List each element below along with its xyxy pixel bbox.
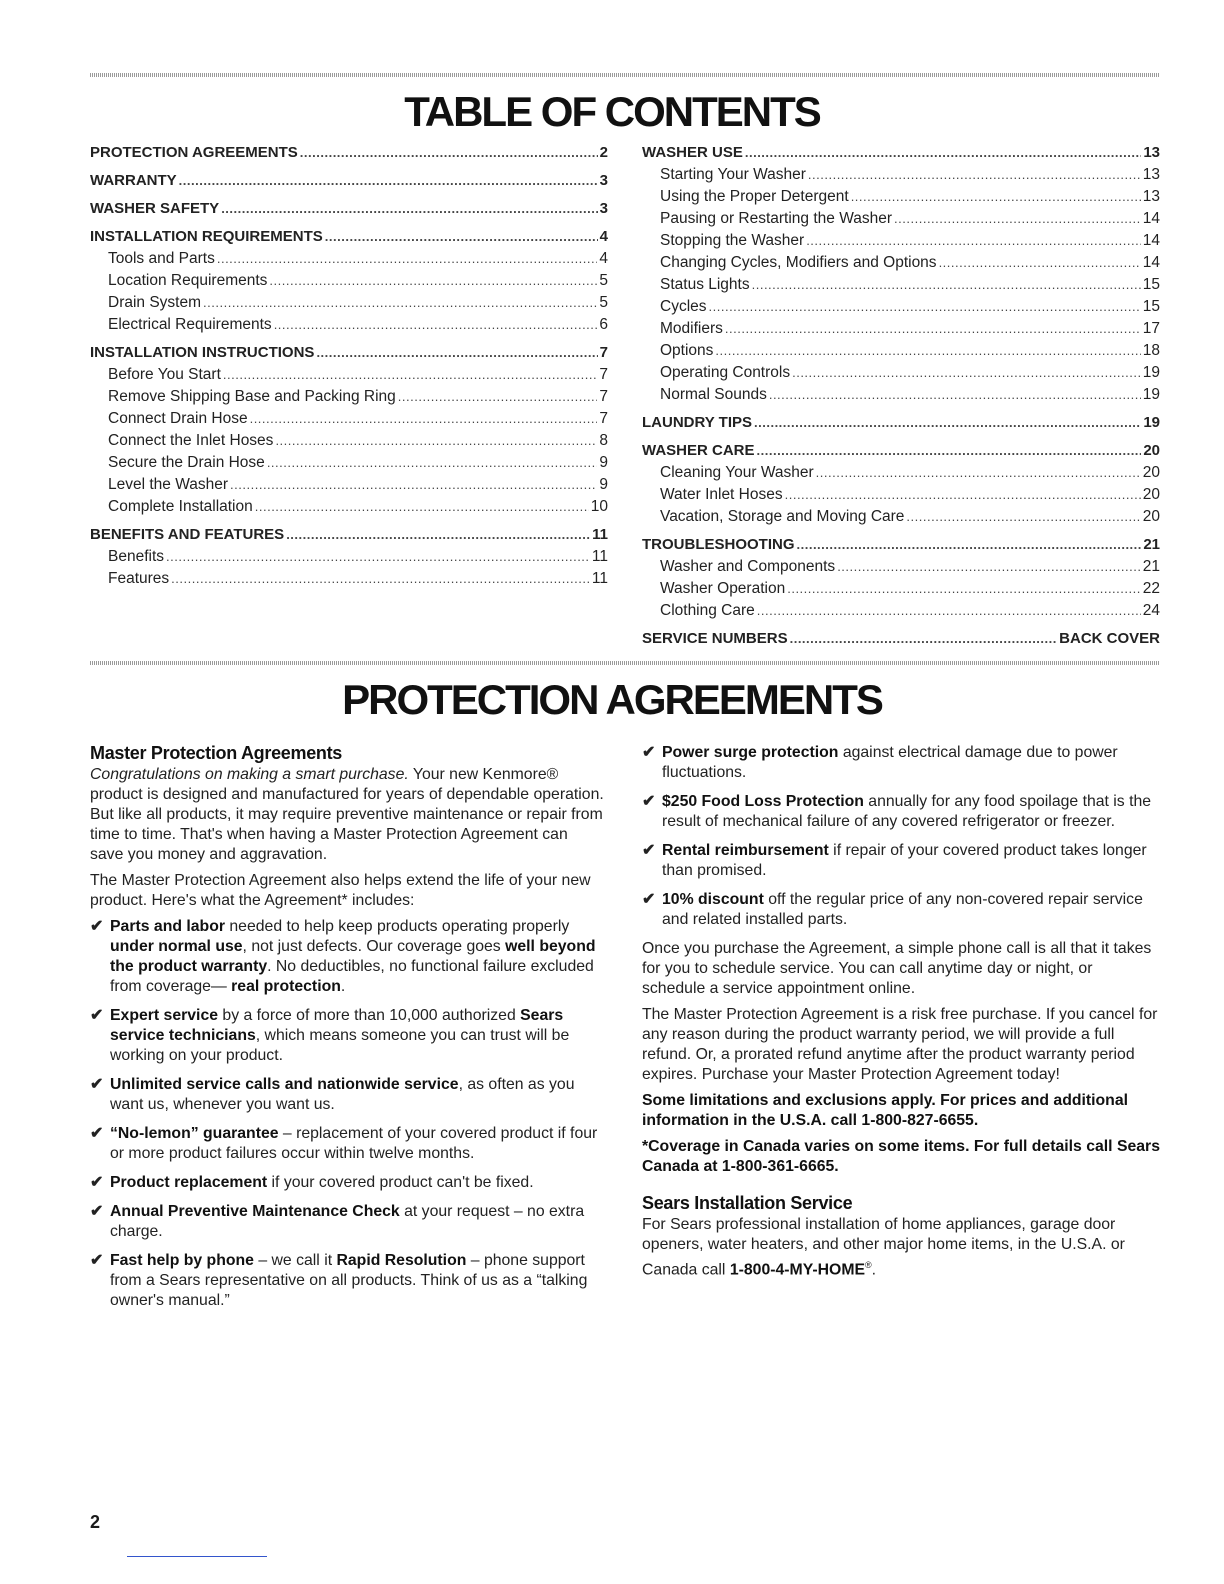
- toc-subsection-row: [90, 292, 608, 314]
- toc-right-column: [642, 142, 1160, 650]
- toc-entry-label: Electrical Requirements: [108, 316, 272, 333]
- toc-page-number: 17: [1142, 320, 1160, 337]
- toc-leader-dots: [906, 506, 1140, 528]
- toc-leader-dots: [398, 386, 598, 408]
- benefit-bold-text: Unlimited service calls and nationwide service: [110, 1076, 459, 1093]
- toc-leader-dots: [725, 318, 1141, 340]
- toc-entry-label: Connect the Inlet Hoses: [108, 432, 274, 449]
- toc-subsection-row: [642, 186, 1160, 208]
- toc-entry-label: Water Inlet Hoses: [660, 486, 783, 503]
- benefit-text: – replacement of your covered product if four or more product failures occur within twelve months.: [110, 1125, 598, 1162]
- benefit-text: at your request – no extra charge.: [110, 1203, 585, 1240]
- benefit-text: , not just defects. Our coverage goes: [242, 938, 506, 955]
- toc-section-row: [90, 198, 608, 220]
- toc-page-number: 4: [599, 228, 608, 245]
- toc-leader-dots: [166, 546, 590, 568]
- toc-entry-label: WASHER CARE: [642, 442, 755, 459]
- checkmark-icon: ✔: [642, 891, 656, 908]
- toc-subsection-row: [90, 568, 608, 590]
- toc-subsection-row: [90, 452, 608, 474]
- toc-entry-label: Washer Operation: [660, 580, 786, 597]
- toc-page-number: 11: [591, 548, 608, 565]
- toc-section-row: [90, 226, 608, 248]
- toc-page-number: 7: [599, 344, 608, 361]
- toc-entry-label: Clothing Care: [660, 602, 755, 619]
- toc-section-row: [642, 534, 1160, 556]
- protection-left-column: [90, 743, 605, 1320]
- toc-entry-label: BENEFITS AND FEATURES: [90, 526, 285, 543]
- benefit-text: against electrical damage due to power fluctuations.: [662, 744, 1118, 781]
- toc-entry-label: INSTALLATION INSTRUCTIONS: [90, 344, 315, 361]
- benefit-text: needed to help keep products operating properly: [225, 918, 570, 935]
- toc-entry-label: WARRANTY: [90, 172, 177, 189]
- toc-leader-dots: [316, 342, 597, 364]
- benefit-text: , as often as you want us, whenever you want us.: [110, 1076, 575, 1113]
- toc-page-number: 2: [599, 144, 608, 161]
- master-heading: Master Protection Agreements: [90, 743, 343, 763]
- install-end: .: [871, 1261, 877, 1279]
- benefit-item: [90, 1251, 605, 1311]
- toc-page-number: 7: [599, 388, 608, 405]
- canada-info: *Coverage in Canada varies on some items. For full details call Sears Canada at 1-800-361-6665.: [642, 1138, 1160, 1175]
- protection-right-column: [642, 743, 1160, 1286]
- toc-leader-dots: [797, 534, 1142, 556]
- toc-page-number: 5: [599, 294, 608, 311]
- toc-page-number: 14: [1142, 254, 1160, 271]
- toc-subsection-row: [90, 546, 608, 568]
- benefits-list-left: [90, 917, 605, 1311]
- toc-entry-label: Normal Sounds: [660, 386, 767, 403]
- middle-divider: [90, 661, 1160, 665]
- toc-page-number: 21: [1143, 536, 1160, 553]
- benefit-text: off the regular price of any non-covered repair service and related installed parts.: [662, 891, 1143, 928]
- benefit-bold-text: Rapid Resolution: [336, 1252, 467, 1269]
- toc-entry-label: Changing Cycles, Modifiers and Options: [660, 254, 937, 271]
- toc-subsection-row: [642, 462, 1160, 484]
- toc-page-number: 15: [1142, 276, 1160, 293]
- benefit-item: [90, 917, 605, 997]
- benefit-bold-text: Power surge protection: [662, 744, 839, 761]
- toc-leader-dots: [787, 578, 1141, 600]
- toc-page-number: 24: [1142, 602, 1160, 619]
- once-paragraph: Once you purchase the Agreement, a simple phone call is all that it takes for you to schedule service. You can call anytime day or night, or schedule a service appointment online.: [642, 940, 1152, 997]
- benefit-item: [642, 743, 1160, 783]
- toc-entry-label: Location Requirements: [108, 272, 268, 289]
- toc-subsection-row: [642, 556, 1160, 578]
- toc-leader-dots: [816, 462, 1141, 484]
- toc-section-row: [90, 142, 608, 164]
- toc-entry-label: Remove Shipping Base and Packing Ring: [108, 388, 396, 405]
- benefit-bold-text: Fast help by phone: [110, 1252, 254, 1269]
- toc-entry-label: Washer and Components: [660, 558, 836, 575]
- benefit-text: .: [340, 978, 346, 995]
- toc-entry-label: Using the Proper Detergent: [660, 188, 849, 205]
- toc-subsection-row: [642, 578, 1160, 600]
- benefit-item: [642, 890, 1160, 930]
- checkmark-icon: ✔: [642, 744, 656, 761]
- toc-subsection-row: [90, 408, 608, 430]
- benefit-item: [90, 1124, 605, 1164]
- benefit-bold-text: $250 Food Loss Protection: [662, 793, 864, 810]
- toc-leader-dots: [837, 556, 1141, 578]
- toc-subsection-row: [642, 506, 1160, 528]
- toc-leader-dots: [171, 568, 590, 590]
- toc-section-row: [642, 440, 1160, 462]
- intro-paragraph: [90, 765, 605, 865]
- benefits-list-right: [642, 743, 1160, 930]
- toc-entry-label: SERVICE NUMBERS: [642, 630, 788, 647]
- toc-leader-dots: [269, 270, 597, 292]
- toc-page-number: 21: [1142, 558, 1160, 575]
- benefit-text: – phone support from a Sears representative on all products. Think of us as a “talking owner's manual.”: [110, 1252, 588, 1309]
- checkmark-icon: ✔: [90, 1252, 104, 1269]
- install-reg: ®: [865, 1260, 872, 1270]
- toc-page-number: 19: [1142, 386, 1160, 403]
- toc-leader-dots: [785, 484, 1141, 506]
- benefit-text: by a force of more than 10,000 authorized: [218, 1007, 521, 1024]
- toc-subsection-row: [642, 318, 1160, 340]
- benefit-text: annually for any food spoilage that is the result of mechanical failure of any covered refrigerator or freezer.: [662, 793, 1152, 830]
- benefit-item: [642, 841, 1160, 881]
- toc-page-number: 20: [1142, 464, 1160, 481]
- toc-leader-dots: [267, 452, 598, 474]
- toc-leader-dots: [752, 274, 1141, 296]
- toc-leader-dots: [851, 186, 1141, 208]
- toc-subsection-row: [642, 252, 1160, 274]
- checkmark-icon: ✔: [90, 1203, 104, 1220]
- intro2-paragraph: The Master Protection Agreement also helps extend the life of your new product. Here's what the Agreement* includes:: [90, 872, 591, 909]
- checkmark-icon: ✔: [90, 1007, 104, 1024]
- toc-entry-label: Features: [108, 570, 170, 587]
- benefit-item: [90, 1075, 605, 1115]
- benefit-text: , which means someone you can trust will be working on your product.: [110, 1027, 570, 1064]
- toc-subsection-row: [90, 364, 608, 386]
- toc-subsection-row: [90, 496, 608, 518]
- toc-entry-label: Cleaning Your Washer: [660, 464, 814, 481]
- toc-subsection-row: [90, 386, 608, 408]
- toc-entry-label: Operating Controls: [660, 364, 791, 381]
- toc-page-number: 19: [1142, 364, 1160, 381]
- toc-leader-dots: [790, 628, 1058, 650]
- toc-subsection-row: [642, 230, 1160, 252]
- checkmark-icon: ✔: [90, 1174, 104, 1191]
- toc-subsection-row: [90, 270, 608, 292]
- toc-page-number: 20: [1143, 442, 1160, 459]
- toc-subsection-row: [90, 430, 608, 452]
- toc-subsection-row: [642, 340, 1160, 362]
- toc-page-number: 20: [1142, 508, 1160, 525]
- toc-leader-dots: [754, 412, 1141, 434]
- toc-page-number: BACK COVER: [1059, 630, 1160, 647]
- benefit-bold-text: 10% discount: [662, 891, 764, 908]
- toc-leader-dots: [939, 252, 1141, 274]
- toc-leader-dots: [757, 600, 1141, 622]
- toc-entry-label: Drain System: [108, 294, 202, 311]
- toc-leader-dots: [255, 496, 589, 518]
- benefit-item: [90, 1006, 605, 1066]
- page-number: 2: [90, 1512, 101, 1532]
- toc-page-number: 14: [1142, 232, 1160, 249]
- toc-entry-label: PROTECTION AGREEMENTS: [90, 144, 298, 161]
- toc-section-row: [642, 628, 1160, 650]
- toc-entry-label: Status Lights: [660, 276, 750, 293]
- benefit-text: . No deductibles, no functional failure excluded from coverage—: [110, 958, 594, 995]
- toc-entry-label: Starting Your Washer: [660, 166, 806, 183]
- checkmark-icon: ✔: [90, 918, 104, 935]
- toc-entry-label: Level the Washer: [108, 476, 229, 493]
- toc-subsection-row: [90, 314, 608, 336]
- toc-subsection-row: [642, 208, 1160, 230]
- toc-entry-label: Options: [660, 342, 714, 359]
- toc-leader-dots: [221, 198, 597, 220]
- install-phone: 1-800-4-MY-HOME: [729, 1261, 866, 1279]
- benefit-text: – we call it: [253, 1252, 337, 1269]
- benefit-bold-text: Annual Preventive Maintenance Check: [110, 1203, 400, 1220]
- benefit-item: [90, 1202, 605, 1242]
- benefit-bold-text: Parts and labor: [110, 918, 225, 935]
- benefit-item: [90, 1173, 605, 1193]
- checkmark-icon: ✔: [642, 842, 656, 859]
- checkmark-icon: ✔: [90, 1125, 104, 1142]
- benefit-bold-text: real protection: [231, 978, 341, 995]
- toc-page-number: 3: [599, 172, 608, 189]
- toc-page-number: 13: [1143, 144, 1160, 161]
- toc-leader-dots: [250, 408, 598, 430]
- toc-page-number: 9: [599, 454, 608, 471]
- toc-leader-dots: [230, 474, 597, 496]
- toc-entry-label: Secure the Drain Hose: [108, 454, 265, 471]
- toc-entry-label: INSTALLATION REQUIREMENTS: [90, 228, 323, 245]
- benefit-bold-text: Sears service technicians: [110, 1007, 564, 1044]
- toc-page-number: 22: [1142, 580, 1160, 597]
- toc-page-number: 11: [591, 570, 608, 587]
- install-text: For Sears professional installation of home appliances, garage door openers, water heaters, and other major home items, in the U.S.A. or Canada call: [642, 1216, 1125, 1279]
- toc-page-number: 20: [1142, 486, 1160, 503]
- toc-page-number: 5: [599, 272, 608, 289]
- toc-page-number: 19: [1143, 414, 1160, 431]
- intro-rest: Your new Kenmore® product is designed and manufactured for years of dependable operation. But like all products, it may require preventive maintenance or repair from time to time. That's when having a Master Protection Agreement can save you money and aggravation.: [90, 766, 604, 863]
- toc-subsection-row: [642, 164, 1160, 186]
- toc-entry-label: Vacation, Storage and Moving Care: [660, 508, 905, 525]
- toc-leader-dots: [715, 340, 1140, 362]
- install-paragraph: [642, 1215, 1160, 1280]
- toc-section-row: [642, 142, 1160, 164]
- toc-page-number: 8: [599, 432, 608, 449]
- toc-page-number: 6: [599, 316, 608, 333]
- toc-subsection-row: [642, 600, 1160, 622]
- top-divider: [90, 73, 1160, 77]
- toc-leader-dots: [286, 524, 590, 546]
- benefit-bold-text: well beyond the product warranty: [110, 938, 596, 975]
- toc-leader-dots: [300, 142, 598, 164]
- toc-subsection-row: [90, 248, 608, 270]
- toc-page-number: 11: [592, 526, 608, 543]
- toc-leader-dots: [894, 208, 1141, 230]
- toc-leader-dots: [806, 230, 1141, 252]
- toc-leader-dots: [757, 440, 1142, 462]
- toc-page-number: 18: [1142, 342, 1160, 359]
- toc-leader-dots: [203, 292, 597, 314]
- toc-entry-label: WASHER SAFETY: [90, 200, 220, 217]
- toc-page-number: 15: [1142, 298, 1160, 315]
- toc-entry-label: Benefits: [108, 548, 165, 565]
- benefit-bold-text: Expert service: [110, 1007, 219, 1024]
- toc-leader-dots: [709, 296, 1141, 318]
- toc-entry-label: Complete Installation: [108, 498, 253, 515]
- toc-leader-dots: [275, 430, 597, 452]
- benefit-bold-text: Product replacement: [110, 1174, 268, 1191]
- toc-section-row: [90, 524, 608, 546]
- toc-page-number: 9: [599, 476, 608, 493]
- toc-page-number: 14: [1142, 210, 1160, 227]
- toc-page-number: 4: [599, 250, 608, 267]
- toc-entry-label: Before You Start: [108, 366, 221, 383]
- benefit-text: if repair of your covered product takes longer than promised.: [662, 842, 1147, 879]
- protection-title: PROTECTION AGREEMENTS: [342, 676, 882, 723]
- toc-page-number: 13: [1142, 166, 1160, 183]
- intro-italic: Congratulations on making a smart purchase.: [90, 766, 409, 783]
- toc-leader-dots: [274, 314, 598, 336]
- toc-leader-dots: [217, 248, 598, 270]
- usa-info: Some limitations and exclusions apply. For prices and additional information in the U.S.A. call 1-800-827-6655.: [642, 1092, 1129, 1129]
- checkmark-icon: ✔: [642, 793, 656, 810]
- toc-entry-label: LAUNDRY TIPS: [642, 414, 753, 431]
- benefit-item: [642, 792, 1160, 832]
- toc-subsection-row: [642, 362, 1160, 384]
- toc-entry-label: Modifiers: [660, 320, 723, 337]
- toc-left-column: [90, 142, 608, 590]
- benefit-bold-text: under normal use: [110, 938, 243, 955]
- toc-leader-dots: [223, 364, 597, 386]
- toc-entry-label: Pausing or Restarting the Washer: [660, 210, 893, 227]
- toc-leader-dots: [792, 362, 1141, 384]
- toc-subsection-row: [642, 274, 1160, 296]
- footer-link-line: [127, 1556, 267, 1557]
- toc-entry-label: Tools and Parts: [108, 250, 215, 267]
- toc-section-row: [642, 412, 1160, 434]
- toc-leader-dots: [179, 170, 598, 192]
- toc-page-number: 3: [599, 200, 608, 217]
- toc-subsection-row: [642, 384, 1160, 406]
- toc-leader-dots: [808, 164, 1141, 186]
- toc-entry-label: Cycles: [660, 298, 707, 315]
- install-heading: Sears Installation Service: [642, 1193, 853, 1213]
- toc-leader-dots: [769, 384, 1141, 406]
- checkmark-icon: ✔: [90, 1076, 104, 1093]
- toc-entry-label: WASHER USE: [642, 144, 743, 161]
- toc-title: TABLE OF CONTENTS: [404, 88, 820, 135]
- toc-section-row: [90, 170, 608, 192]
- riskfree-paragraph: The Master Protection Agreement is a risk free purchase. If you cancel for any reason during the product warranty period, we will provide a full refund. Or, a prorated refund anytime after the product warranty period expires. Purchase your Master Protection Agreement today!: [642, 1006, 1158, 1083]
- toc-entry-label: TROUBLESHOOTING: [642, 536, 795, 553]
- toc-subsection-row: [642, 484, 1160, 506]
- toc-leader-dots: [325, 226, 598, 248]
- toc-subsection-row: [642, 296, 1160, 318]
- toc-page-number: 7: [599, 410, 608, 427]
- toc-leader-dots: [745, 142, 1141, 164]
- toc-page-number: 7: [599, 366, 608, 383]
- toc-section-row: [90, 342, 608, 364]
- benefit-bold-text: Rental reimbursement: [662, 842, 829, 859]
- benefit-bold-text: “No-lemon” guarantee: [110, 1125, 279, 1142]
- benefit-text: if your covered product can't be fixed.: [267, 1174, 534, 1191]
- toc-page-number: 10: [590, 498, 608, 515]
- toc-page-number: 13: [1142, 188, 1160, 205]
- toc-entry-label: Stopping the Washer: [660, 232, 805, 249]
- toc-subsection-row: [90, 474, 608, 496]
- toc-entry-label: Connect Drain Hose: [108, 410, 248, 427]
